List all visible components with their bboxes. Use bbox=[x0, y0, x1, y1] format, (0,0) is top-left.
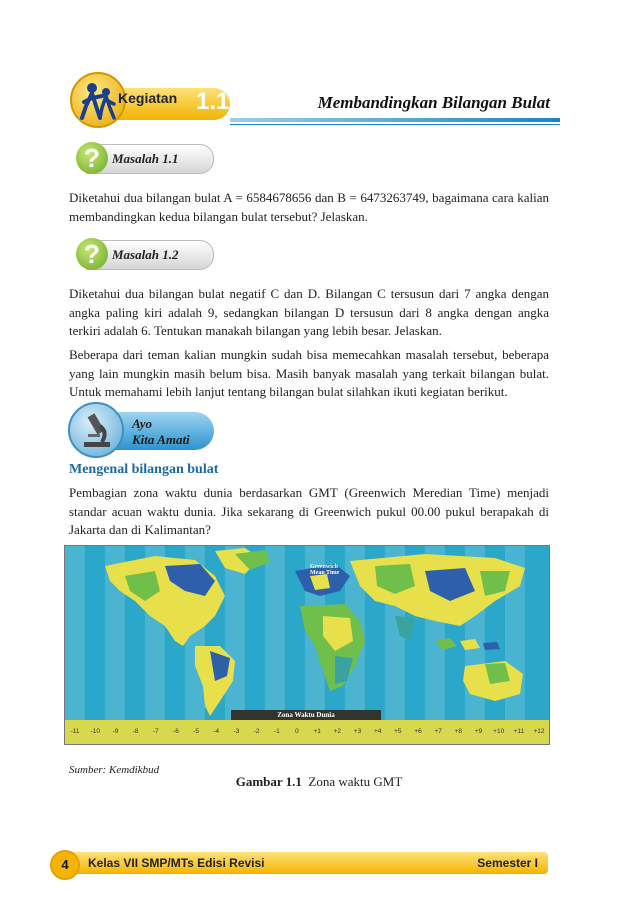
figure-caption-text: Zona waktu GMT bbox=[308, 774, 403, 789]
time-zone-label: +3 bbox=[353, 728, 362, 735]
section-paragraph: Pembagian zona waktu dunia berdasarkan GMT (Greenwich Meredian Time) menjadi standar acuan waktu dunia. Jika sekarang di Greenwich pukul 00.00 pukul berapakah di Jakarta dan di Kalimantan? bbox=[69, 485, 549, 537]
section-heading: Mengenal bilangan bulat bbox=[69, 462, 219, 477]
footer-book-title: Kelas VII SMP/MTs Edisi Revisi bbox=[88, 856, 265, 870]
time-zone-label: 0 bbox=[295, 728, 299, 735]
time-zone-label: -11 bbox=[70, 728, 80, 735]
page-number: 4 bbox=[50, 850, 80, 880]
masalah-1-label: Masalah 1.1 bbox=[112, 151, 179, 166]
time-zone-label: +1 bbox=[313, 728, 321, 735]
footer-semester: Semester I bbox=[477, 856, 538, 870]
kegiatan-word: Kegiatan bbox=[118, 90, 178, 106]
time-zone-label: -9 bbox=[112, 728, 119, 735]
question-icon: ? bbox=[76, 142, 108, 174]
time-zone-label: +12 bbox=[533, 728, 545, 735]
time-zone-label: -1 bbox=[273, 728, 280, 735]
greenwich-label: Greenwich Mean Time bbox=[310, 564, 340, 576]
zone-title-label: Zona Waktu Dunia bbox=[231, 710, 381, 721]
time-zone-label: +10 bbox=[493, 728, 505, 735]
masalah-2-text: Diketahui dua bilangan bulat negatif C dan D. Bilangan C tersusun dari 7 angka dengan angka paling kiri adalah 9, sedangkan bilangan D tersusun dari 8 angka dengan angka terkiri adalah 6. Tentukan manakah bilangan yang lebih besar. Jelaskan. bbox=[69, 286, 549, 338]
time-zone-label: +6 bbox=[414, 728, 422, 735]
time-zone-label: -10 bbox=[90, 728, 100, 735]
title-underline-thin bbox=[230, 124, 560, 125]
title-underline bbox=[230, 118, 560, 122]
time-zone-label: +4 bbox=[373, 728, 382, 735]
time-zone-label: -6 bbox=[173, 728, 179, 735]
time-zone-label: +11 bbox=[513, 728, 525, 735]
intro-paragraph: Beberapa dari teman kalian mungkin sudah bisa memecahkan masalah tersebut, beberapa yang lain mungkin masih belum bisa. Masih banyak masalah yang terkait bilangan bulat. Untuk memahami lebih lanjut tentang bilangan bulat silahkan ikuti kegiatan berikut. bbox=[69, 347, 549, 399]
time-zone-label: -5 bbox=[193, 728, 199, 735]
kegiatan-number: 1.1 bbox=[196, 88, 230, 115]
figure-caption bbox=[0, 774, 638, 790]
microscope-icon bbox=[68, 402, 124, 458]
ayo-kita-amati-label bbox=[132, 416, 190, 448]
time-zone-label: -4 bbox=[213, 728, 220, 735]
time-zone-label: +8 bbox=[454, 728, 463, 735]
time-zone-label: +2 bbox=[333, 728, 342, 735]
world-time-zone-map bbox=[64, 545, 550, 745]
time-zone-label: +9 bbox=[474, 728, 483, 735]
ayo-line-2: Kita Amati bbox=[132, 432, 190, 447]
masalah-1-text: Diketahui dua bilangan bulat A = 6584678656 dan B = 6473263749, bagaimana cara kalian membandingkan kedua bilangan bulat tersebut? Jelaskan. bbox=[69, 190, 549, 224]
time-zone-label: -2 bbox=[253, 728, 260, 735]
figure-label: Gambar 1.1 bbox=[235, 774, 302, 789]
time-zone-label: -3 bbox=[233, 728, 240, 735]
source-note: Sumber: Kemdikbud bbox=[69, 764, 160, 776]
ayo-line-1: Ayo bbox=[132, 416, 152, 431]
time-zone-label: -7 bbox=[152, 728, 159, 735]
page-title: Membandingkan Bilangan Bulat bbox=[317, 93, 550, 112]
time-zone-label: +5 bbox=[394, 728, 402, 735]
world-map-graphic bbox=[65, 546, 549, 720]
time-zone-scale bbox=[65, 720, 549, 744]
time-zone-label: +7 bbox=[434, 728, 442, 735]
question-icon: ? bbox=[76, 238, 108, 270]
masalah-2-label: Masalah 1.2 bbox=[112, 247, 179, 262]
time-zone-label: -8 bbox=[132, 728, 139, 735]
